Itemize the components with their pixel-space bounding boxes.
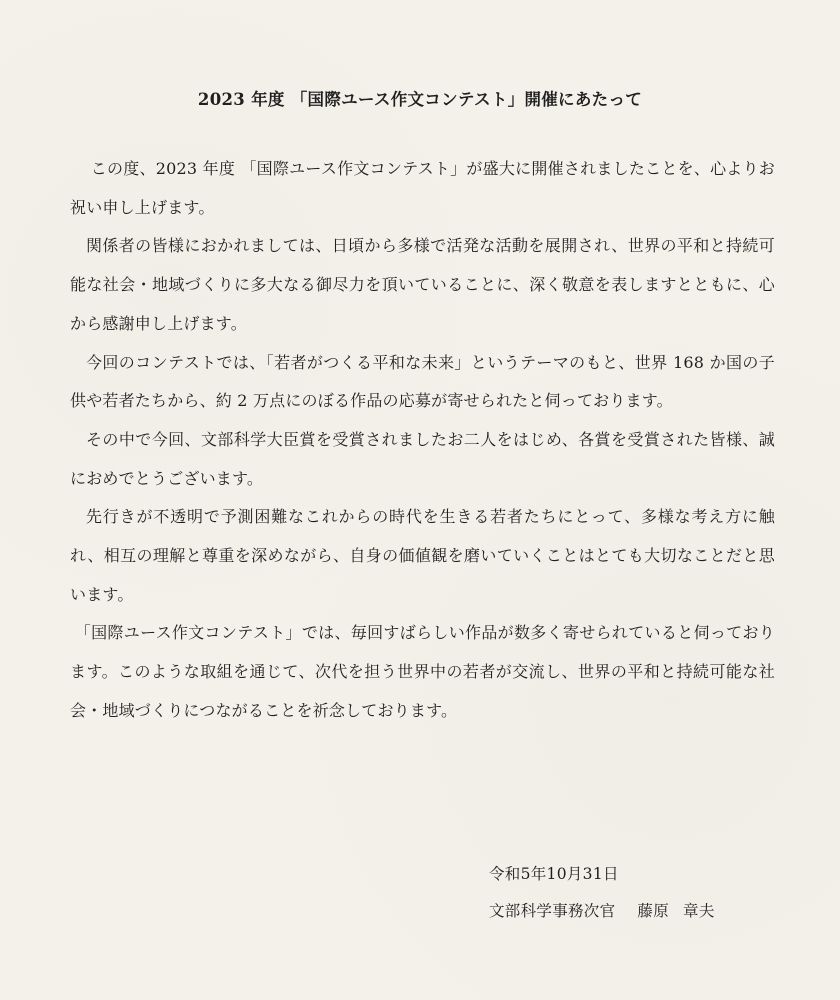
paragraph-contest-theme: 今回のコンテストでは、「若者がつくる平和な未来」というテーマのもと、世界 168 か国の子供や若者たちから、約 2 万点にのぼる作品の応募が寄せられたと伺っております。 [70,352,775,411]
letter-body [70,150,775,731]
signature-family-name: 藤原 [637,902,670,920]
paragraph-future-outlook: 先行きが不透明で予測困難なこれからの時代を生きる若者たちにとって、多様な考え方に触れ、相互の理解と尊重を深めながら、自身の価値観を磨いていくことはとても大切なことだと思います。 [70,507,775,604]
signature-position: 文部科学事務次官 [489,902,616,920]
signature-author [489,893,715,930]
paragraph-closing-wishes: 「国際ユース作文コンテスト」では、毎回すばらしい作品が数多く寄せられていると伺っております。このような取組を通じて、次代を担う世界中の若者が交流し、世界の平和と持続可能な社会・地域づくりにつながることを祈念しております。 [70,623,775,720]
document-title: 2023 年度 「国際ユース作文コンテスト」開催にあたって [197,90,643,109]
signature-given-name: 章夫 [683,902,715,920]
signature-date: 令和5年10月31日 [489,865,619,883]
signature-block [489,856,715,930]
paragraph-gratitude: 関係者の皆様におかれましては、日頃から多様で活発な活動を展開され、世界の平和と持続可能な社会・地域づくりに多大なる御尽力を頂いていることに、深く敬意を表しますとともに、心から感謝申し上げます。 [70,236,775,333]
paragraph-congratulations: この度、2023 年度 「国際ユース作文コンテスト」が盛大に開催されましたことを、心よりお祝い申し上げます。 [70,159,775,217]
paragraph-award-winners: その中で今回、文部科学大臣賞を受賞されましたお二人をはじめ、各賞を受賞された皆様、誠におめでとうございます。 [70,429,775,488]
